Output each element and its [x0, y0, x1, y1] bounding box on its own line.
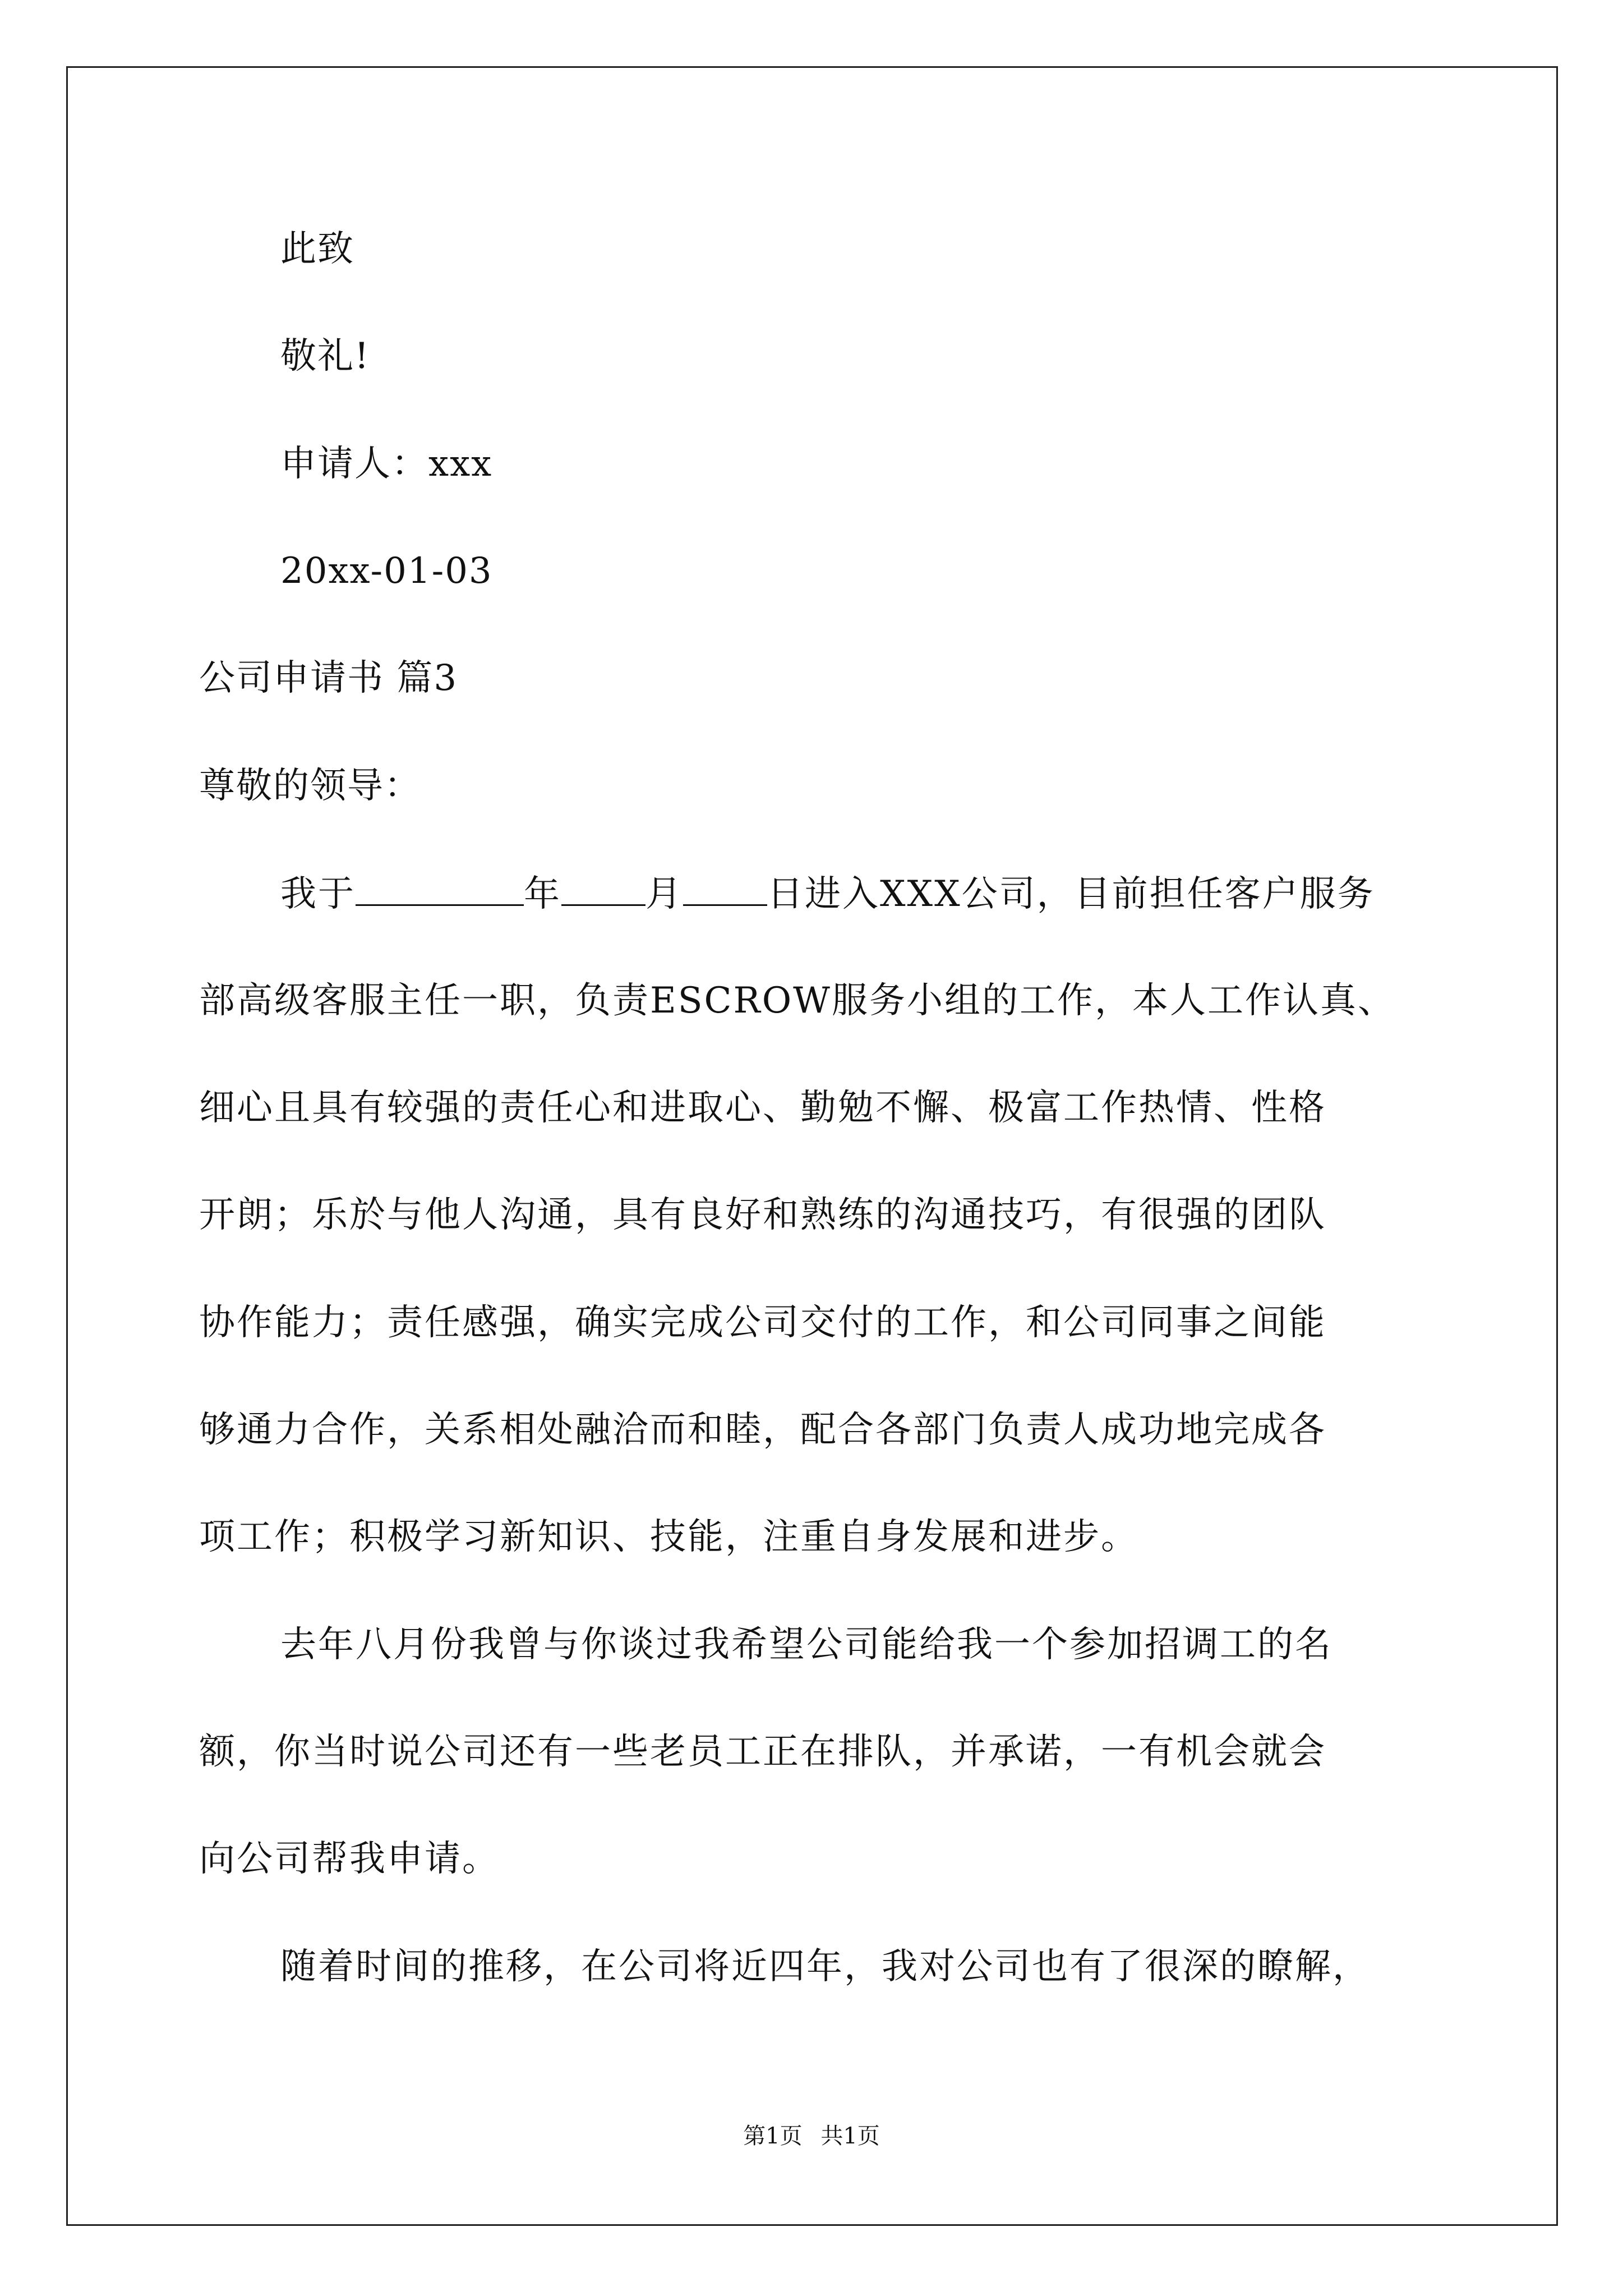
year-blank [356, 875, 524, 906]
page-border [66, 66, 1558, 2226]
closing-greeting: 此致 [280, 228, 354, 270]
paragraph-1-line-5: 协作能力；责任感强，确实完成公司交付的工作，和公司同事之间能 [199, 1302, 1326, 1343]
salutation: 尊敬的领导： [199, 765, 421, 807]
closing-salute: 敬礼! [280, 335, 370, 377]
para1-year: 年 [524, 873, 561, 915]
section-title: 公司申请书 篇3 [199, 657, 458, 699]
page-number: 第1页 [743, 2123, 803, 2149]
para1-month: 月 [645, 873, 683, 915]
paragraph-1-line-4: 开朗；乐於与他人沟通，具有良好和熟练的沟通技巧，有很强的团队 [199, 1194, 1326, 1236]
page-total: 共1页 [820, 2123, 880, 2149]
paragraph-2-line-3: 向公司帮我申请。 [199, 1838, 500, 1880]
paragraph-1-line-1 [280, 873, 1375, 915]
month-blank [561, 875, 645, 906]
para1-prefix: 我于 [280, 873, 356, 915]
date-line: 20xx-01-03 [280, 550, 493, 592]
applicant-line: 申请人：xxx [280, 443, 493, 485]
paragraph-1-line-3: 细心且具有较强的责任心和进取心、勤勉不懈、极富工作热情、性格 [199, 1087, 1326, 1129]
para1-suffix: 日进入XXX公司，目前担任客户服务 [767, 873, 1375, 915]
page-footer [0, 2125, 1623, 2147]
paragraph-1-line-6: 够通力合作，关系相处融洽而和睦，配合各部门负责人成功地完成各 [199, 1409, 1326, 1451]
day-blank [683, 875, 767, 906]
paragraph-2-line-2: 额，你当时说公司还有一些老员工正在排队，并承诺，一有机会就会 [199, 1731, 1326, 1773]
paragraph-3-line-1: 随着时间的推移，在公司将近四年，我对公司也有了很深的瞭解， [280, 1946, 1370, 1987]
paragraph-1-line-2: 部高级客服主任一职，负责ESCROW服务小组的工作，本人工作认真、 [199, 980, 1395, 1022]
paragraph-2-line-1: 去年八月份我曾与你谈过我希望公司能给我一个参加招调工的名 [280, 1624, 1332, 1665]
paragraph-1-line-7: 项工作；积极学习新知识、技能，注重自身发展和进步。 [199, 1516, 1138, 1558]
